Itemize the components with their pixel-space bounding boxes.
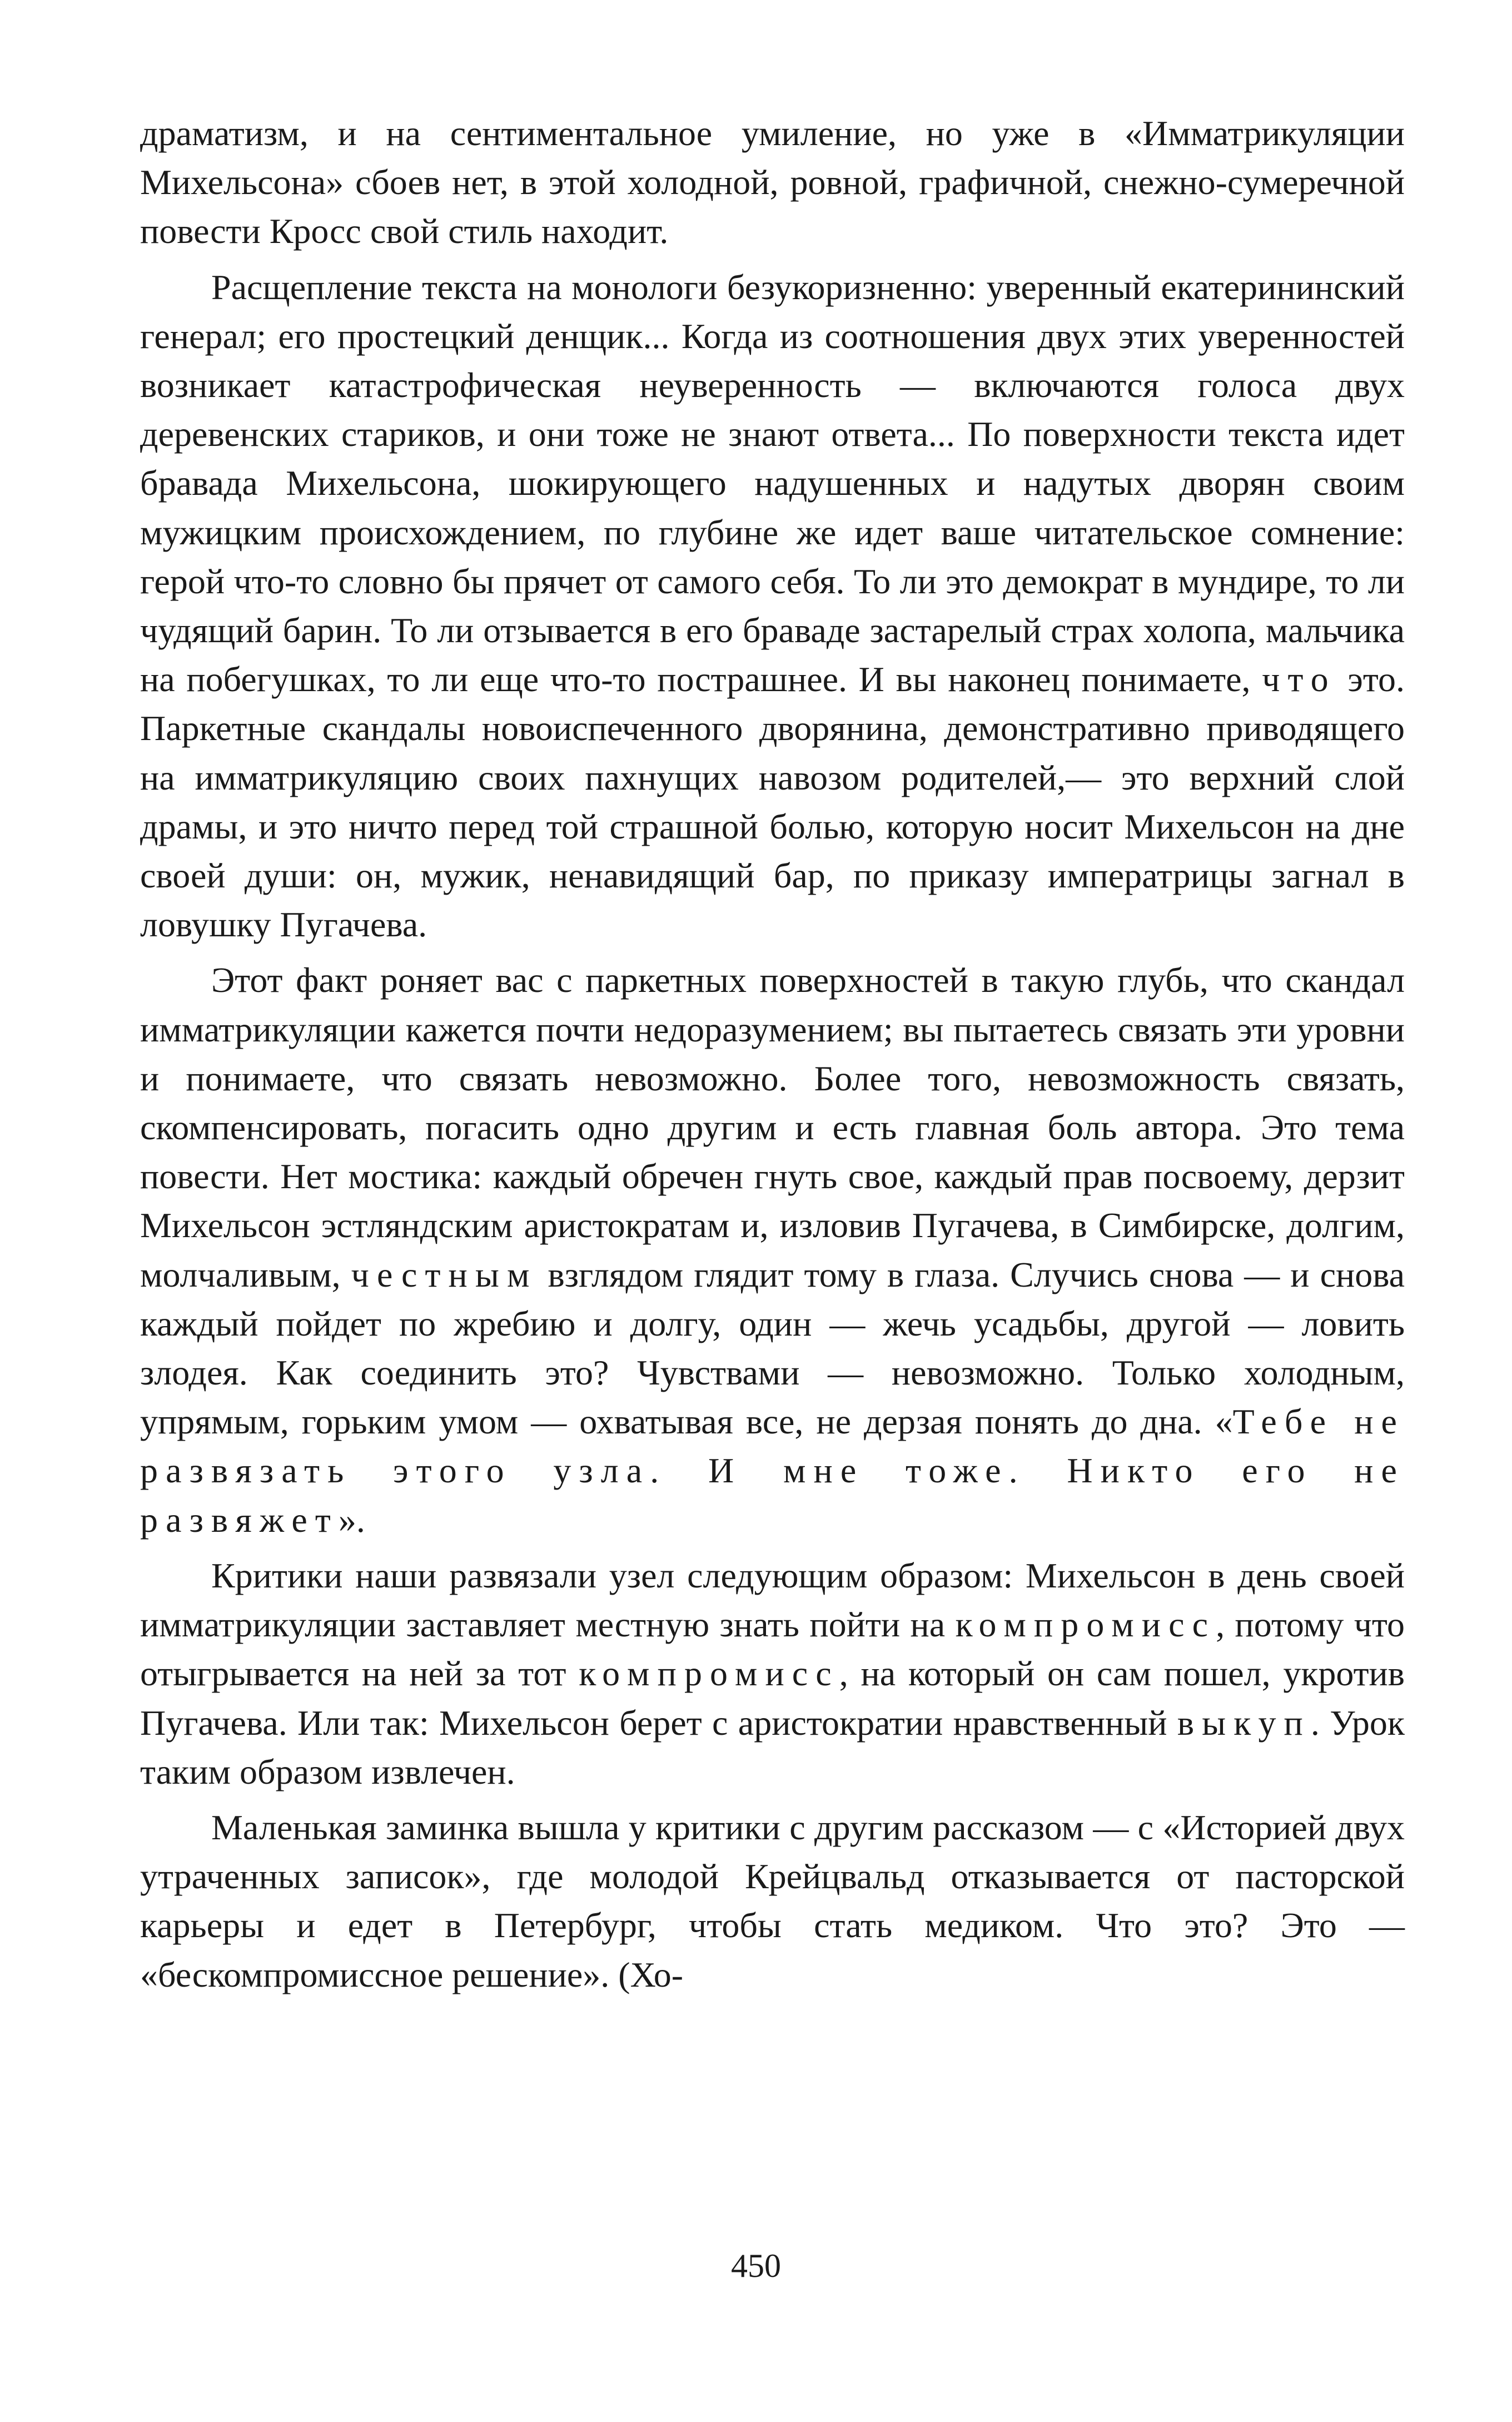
paragraph-5 <box>140 1803 1405 1999</box>
text-segment: Этот факт роняет вас с паркетных поверхностей в такую глубь, что скандал имматрикуляции кажется почти недоразумением; вы пытаетесь связать эти уровни и понимаете, что связать невозможно. Более того, невозможность связать, скомпенсировать, погасить одно другим и есть главная боль автора. Это тема повести. Нет мостика: каждый обречен гнуть свое, каждый прав посвоему, дерзит Михельсон эстляндским аристократам и, изловив Пугачева, в Симбирске, долгим, молчаливым, <box>140 960 1405 1294</box>
page-number: 450 <box>731 2247 781 2284</box>
text-segment: взглядом глядит тому в глаза. Случись снова — и снова каждый пойдет по жребию и долгу, один — жечь усадьбы, другой — ловить злодея. Как соединить это? Чувствами — невозможно. Только холодным, упрямым, горьким умом — охватывая все, не дерзая понять до дна. « <box>140 1254 1405 1442</box>
paragraph-2 <box>140 263 1405 950</box>
text-segment: драматизм, и на сентиментальное умиление, но уже в «Имматрикуляции Михельсона» сбоев нет, в этой холодной, ровной, графичной, снежно-сумеречной повести Кросс свой стиль находит. <box>140 113 1405 251</box>
paragraph-4 <box>140 1551 1405 1796</box>
text-segment: . Урок таким образом извлечен. <box>140 1703 1405 1791</box>
text-segment: Маленькая заминка вышла у критики с другим рассказом — с «Историей двух утраченных записок», где молодой Крейцвальд отказывается от пасторской карьеры и едет в Петербург, чтобы стать медиком. Что это? Это — «бескомпромиссное решение». (Хо- <box>140 1807 1405 1994</box>
text-segment: , на который он сам пошел, укротив Пугачева. Или так: Михельсон берет с аристократии нравственный <box>140 1654 1405 1743</box>
emphasized-word: компромисс <box>955 1605 1216 1645</box>
emphasized-word: что <box>1262 659 1336 699</box>
text-segment: Критики наши развязали узел следующим образом: Михельсон в день своей имматрикуляции заставляет местную знать пойти на <box>140 1555 1405 1645</box>
emphasized-quote: Тебе не развязать этого узла. И мне тоже. Никто его не развяжет <box>140 1402 1405 1540</box>
paragraph-3 <box>140 956 1405 1544</box>
paragraph-1 <box>140 109 1405 256</box>
emphasized-word: честным <box>351 1254 538 1294</box>
emphasized-word: выкуп <box>1177 1703 1311 1743</box>
text-segment: , потому что отыгрывается на ней за тот <box>140 1605 1405 1694</box>
text-segment: Расщепление текста на монологи безукоризненно: уверенный екатерининский генерал; его простецкий денщик... Когда из соотношения двух этих уверенностей возникает катастрофическая неуверенность — включаются голоса двух деревенских стариков, и они тоже не знают ответа... По поверхности текста идет бравада Михельсона, шокирующего надушенных и надутых дворян своим мужицким происхождением, по глубине же идет ваше читательское сомнение: герой что-то словно бы прячет от самого себя. То ли это демократ в мундире, то ли чудящий барин. То ли отзывается в его браваде застарелый страх холопа, мальчика на побегушках, то ли еще что-то пострашнее. И вы наконец понимаете, <box>140 267 1405 699</box>
text-segment: это. Паркетные скандалы новоиспеченного дворянина, демонстративно приводящего на имматрикуляцию своих пахнущих навозом родителей,— это верхний слой драмы, и это ничто перед той страшной болью, которую носит Михельсон на дне своей души: он, мужик, ненавидящий бар, по приказу императрицы загнал в ловушку Пугачева. <box>140 659 1405 945</box>
emphasized-word: компромисс <box>579 1654 839 1694</box>
text-column <box>140 109 1405 2006</box>
text-segment: ». <box>338 1500 365 1540</box>
